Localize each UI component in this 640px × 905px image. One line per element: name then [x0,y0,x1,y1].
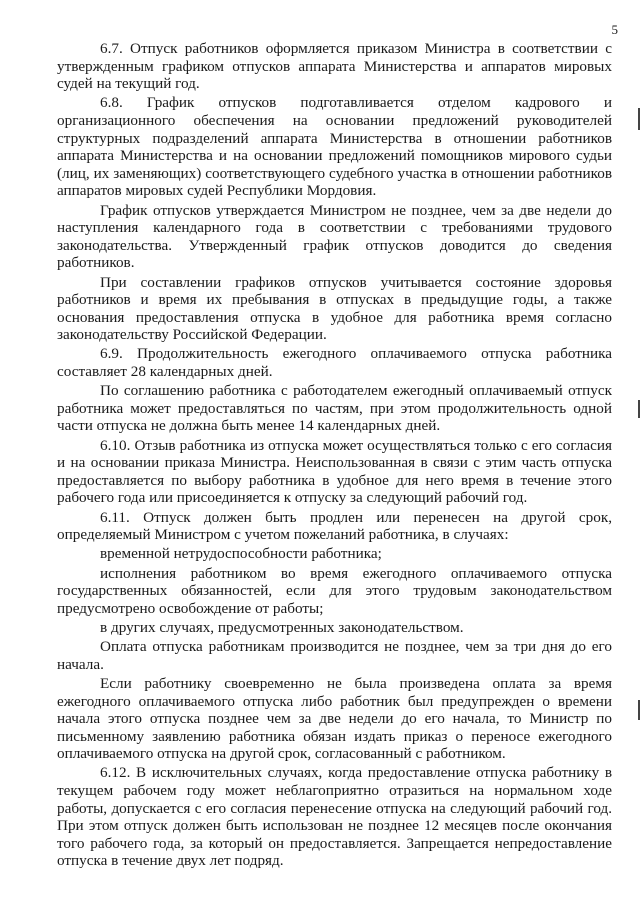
paragraph-6-12: 6.12. В исключительных случаях, когда предоставление отпуска работнику в текущем рабочем году может неблагоприятно отразиться на нормальном ходе работы, допускается с его согласия перенесение отпуска на следующий рабочий год. При этом отпуск должен быть использован не позднее 12 месяцев после окончания того рабочего года, за который он предоставляется. Запрещается непредоставление отпуска в течение двух лет подряд. [57,764,612,870]
paragraph-6-9: 6.9. Продолжительность ежегодного оплачиваемого отпуска работника составляет 28 календарных дней. [57,345,612,381]
paragraph-leave-payment: Оплата отпуска работникам производится не позднее, чем за три дня до его начала. [57,638,612,673]
paragraph-schedule-approval: График отпусков утверждается Министром не позднее, чем за две недели до наступления календарного года в соответствии с требованиями трудового законодательства. Утвержденный график отпусков доводится до сведения работников. [57,201,612,272]
paragraph-6-8: 6.8. График отпусков подготавливается отделом кадрового и организационного обеспечения на основании предложений руководителей структурных подразделений аппарата Министерства в отношении работников аппарата Министерства и на основании предложений помощников мирового судьи (лиц, их заменяющих) соответствующего судебного участка в отношении работников аппаратов мировых судей Республики Мордовия. [57,94,612,200]
paragraph-case-other: в других случаях, предусмотренных законодательством. [100,618,464,636]
paragraph-late-payment: Если работнику своевременно не была произведена оплата за время ежегодного оплачиваемого отпуска либо работник был предупрежден о времени начала этого отпуска позднее чем за две недели до его начала, то Министр по письменному заявлению работника обязан издать приказ о переносе ежегодного оплачиваемого отпуска на другой срок, согласованный с работником. [57,674,612,763]
page-number: 5 [611,22,618,37]
paragraph-6-10: 6.10. Отзыв работника из отпуска может осуществляться только с его согласия и на основании приказа Министра. Неиспользованная в связи с этим часть отпуска предоставляется по выбору работника в удобное для него время в течение этого рабочего года или присоединяется к отпуску за следующий рабочий год. [57,436,612,507]
paragraph-leave-parts: По соглашению работника с работодателем ежегодный оплачиваемый отпуск работника может предоставляться по частям, при этом продолжительность одной части отпуска не должна быть менее 14 календарных дней. [57,382,612,435]
paragraph-case-state-duties: исполнения работником во время ежегодного оплачиваемого отпуска государственных обязанностей, если для этого трудовым законодательством предусмотрено освобождение от работы; [57,564,612,617]
paragraph-6-11: 6.11. Отпуск должен быть продлен или перенесен на другой срок, определяемый Министром с учетом пожеланий работника, в случаях: [57,508,612,544]
paragraph-6-7: 6.7. Отпуск работников оформляется приказом Министра в соответствии с утвержденным графиком отпусков аппарата Министерства и аппаратов мировых судей на текущий год. [57,40,612,93]
document-body [57,40,612,872]
paragraph-case-disability: временной нетрудоспособности работника; [100,545,382,563]
paragraph-schedule-considerations: При составлении графиков отпусков учитывается состояние здоровья работников и время их пребывания в отпусках в предыдущие годы, а также основания предоставления отпуска в удобное для работника время согласно законодательству Российской Федерации. [57,273,612,344]
